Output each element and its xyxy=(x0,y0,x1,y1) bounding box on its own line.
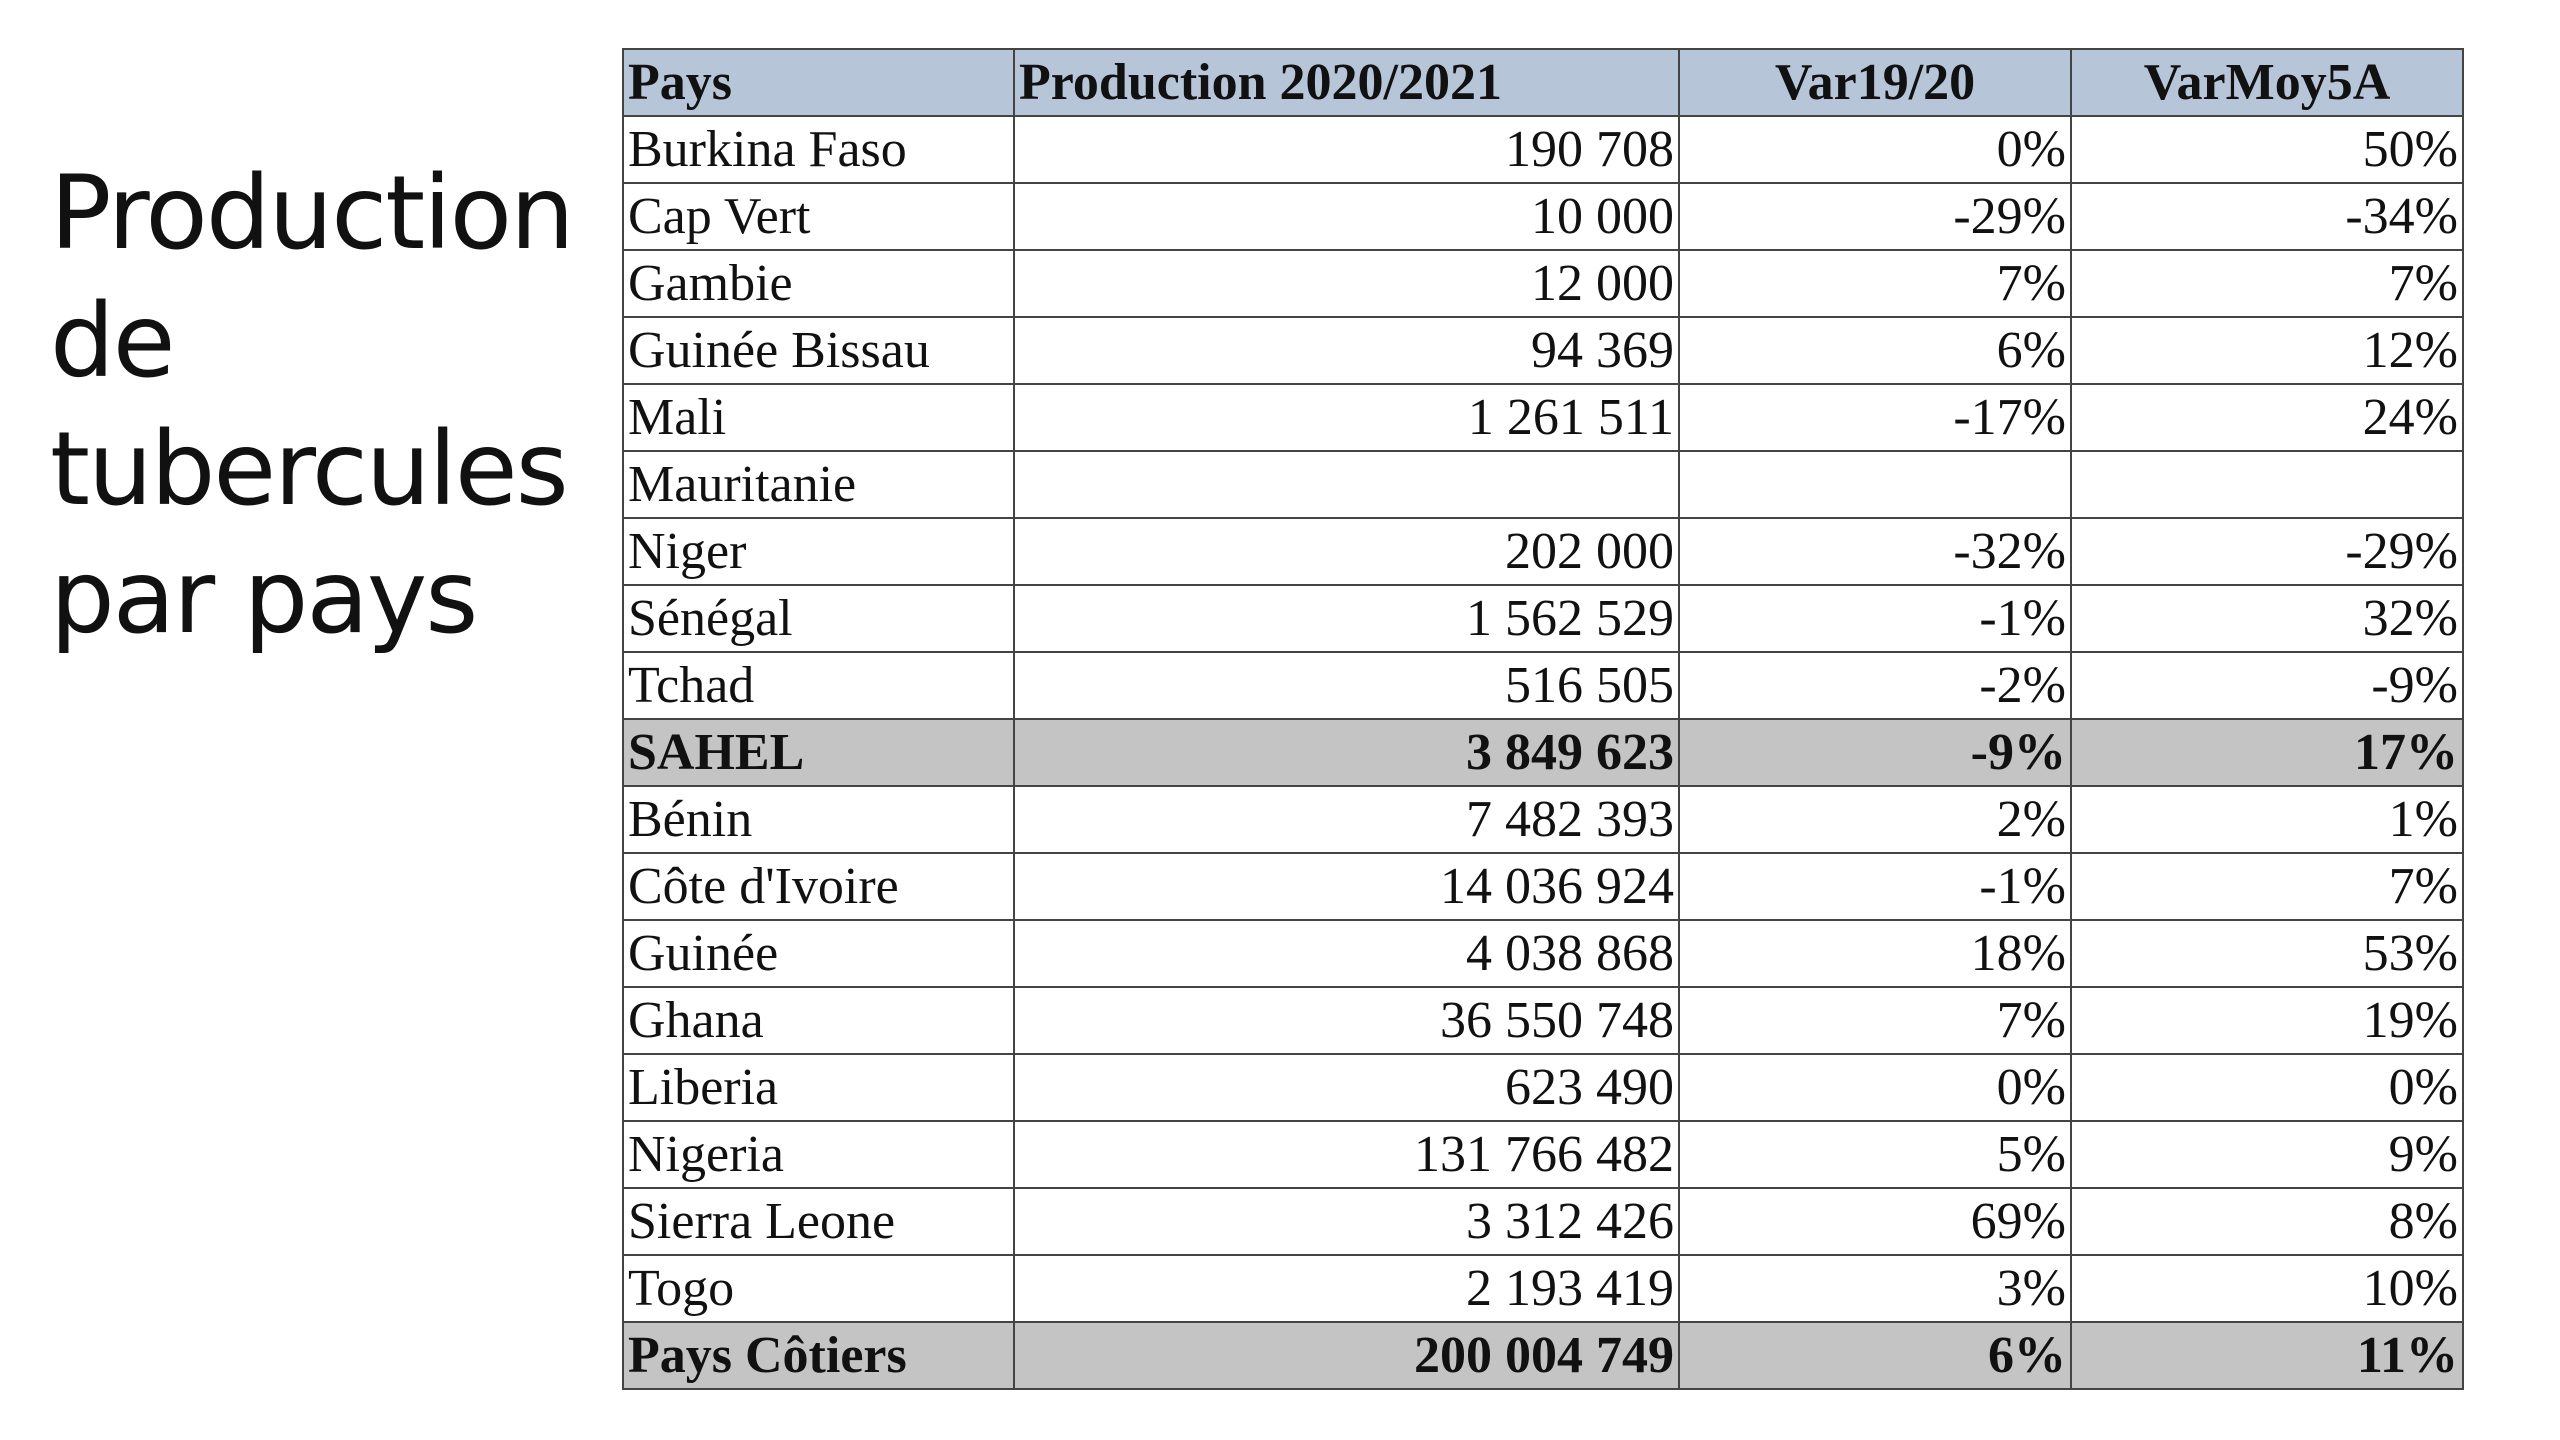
table-row xyxy=(623,1188,2463,1255)
cell-var: -1% xyxy=(1679,585,2071,652)
cell-var: 0% xyxy=(1679,1054,2071,1121)
cell-production: 12 000 xyxy=(1014,250,1679,317)
cell-varmoy: 50% xyxy=(2071,116,2463,183)
cell-country: Guinée xyxy=(623,920,1014,987)
cell-country: Sénégal xyxy=(623,585,1014,652)
cell-production: 1 562 529 xyxy=(1014,585,1679,652)
cell-var: -17% xyxy=(1679,384,2071,451)
table-row xyxy=(623,987,2463,1054)
cell-varmoy: 0% xyxy=(2071,1054,2463,1121)
cell-var: 6% xyxy=(1679,1322,2071,1389)
cell-production: 14 036 924 xyxy=(1014,853,1679,920)
cell-production: 7 482 393 xyxy=(1014,786,1679,853)
cell-country: SAHEL xyxy=(623,719,1014,786)
table-row xyxy=(623,920,2463,987)
cell-country: Gambie xyxy=(623,250,1014,317)
table-row xyxy=(623,116,2463,183)
table-row xyxy=(623,317,2463,384)
cell-varmoy: 12% xyxy=(2071,317,2463,384)
cell-var: -29% xyxy=(1679,183,2071,250)
cell-var: 2% xyxy=(1679,786,2071,853)
table-header-row xyxy=(623,49,2463,116)
cell-varmoy: 10% xyxy=(2071,1255,2463,1322)
cell-production: 4 038 868 xyxy=(1014,920,1679,987)
production-table-container xyxy=(622,48,2464,1390)
cell-production: 3 849 623 xyxy=(1014,719,1679,786)
cell-varmoy: 24% xyxy=(2071,384,2463,451)
cell-country: Pays Côtiers xyxy=(623,1322,1014,1389)
cell-country: Sierra Leone xyxy=(623,1188,1014,1255)
cell-varmoy: 1% xyxy=(2071,786,2463,853)
cell-production: 623 490 xyxy=(1014,1054,1679,1121)
slide-title xyxy=(50,150,573,662)
cell-country: Cap Vert xyxy=(623,183,1014,250)
cell-varmoy xyxy=(2071,451,2463,518)
cell-country: Nigeria xyxy=(623,1121,1014,1188)
cell-varmoy: 8% xyxy=(2071,1188,2463,1255)
cell-var: -32% xyxy=(1679,518,2071,585)
cell-production xyxy=(1014,451,1679,518)
cell-varmoy: 7% xyxy=(2071,250,2463,317)
table-row xyxy=(623,183,2463,250)
cell-varmoy: -9% xyxy=(2071,652,2463,719)
cell-varmoy: 7% xyxy=(2071,853,2463,920)
cell-varmoy: 53% xyxy=(2071,920,2463,987)
cell-country: Bénin xyxy=(623,786,1014,853)
cell-varmoy: -34% xyxy=(2071,183,2463,250)
cell-var: 3% xyxy=(1679,1255,2071,1322)
cell-production: 94 369 xyxy=(1014,317,1679,384)
cell-varmoy: 17% xyxy=(2071,719,2463,786)
cell-production: 10 000 xyxy=(1014,183,1679,250)
production-table xyxy=(622,48,2464,1390)
cell-production: 190 708 xyxy=(1014,116,1679,183)
cell-country: Guinée Bissau xyxy=(623,317,1014,384)
cell-var: 6% xyxy=(1679,317,2071,384)
table-row xyxy=(623,853,2463,920)
subtotal-row xyxy=(623,1322,2463,1389)
cell-var: 69% xyxy=(1679,1188,2071,1255)
cell-production: 1 261 511 xyxy=(1014,384,1679,451)
table-row xyxy=(623,384,2463,451)
cell-var: -1% xyxy=(1679,853,2071,920)
table-body xyxy=(623,116,2463,1389)
cell-country: Tchad xyxy=(623,652,1014,719)
table-row xyxy=(623,652,2463,719)
cell-country: Mali xyxy=(623,384,1014,451)
cell-varmoy: -29% xyxy=(2071,518,2463,585)
table-row xyxy=(623,585,2463,652)
cell-country: Liberia xyxy=(623,1054,1014,1121)
cell-production: 36 550 748 xyxy=(1014,987,1679,1054)
cell-varmoy: 9% xyxy=(2071,1121,2463,1188)
cell-country: Niger xyxy=(623,518,1014,585)
cell-production: 516 505 xyxy=(1014,652,1679,719)
cell-varmoy: 19% xyxy=(2071,987,2463,1054)
cell-var: 18% xyxy=(1679,920,2071,987)
title-line: Production xyxy=(50,154,573,273)
column-header-varmoy: VarMoy5A xyxy=(2071,49,2463,116)
table-row xyxy=(623,1054,2463,1121)
cell-country: Burkina Faso xyxy=(623,116,1014,183)
table-row xyxy=(623,1255,2463,1322)
column-header-pays: Pays xyxy=(623,49,1014,116)
table-row xyxy=(623,518,2463,585)
title-line: par pays xyxy=(50,538,477,657)
cell-country: Côte d'Ivoire xyxy=(623,853,1014,920)
cell-country: Ghana xyxy=(623,987,1014,1054)
cell-var: 7% xyxy=(1679,987,2071,1054)
table-row xyxy=(623,451,2463,518)
cell-production: 202 000 xyxy=(1014,518,1679,585)
title-line: tubercules xyxy=(50,410,567,529)
cell-varmoy: 11% xyxy=(2071,1322,2463,1389)
cell-var xyxy=(1679,451,2071,518)
column-header-var: Var19/20 xyxy=(1679,49,2071,116)
cell-production: 200 004 749 xyxy=(1014,1322,1679,1389)
cell-country: Mauritanie xyxy=(623,451,1014,518)
cell-production: 2 193 419 xyxy=(1014,1255,1679,1322)
cell-var: -2% xyxy=(1679,652,2071,719)
cell-country: Togo xyxy=(623,1255,1014,1322)
title-line: de xyxy=(50,282,174,401)
cell-var: 5% xyxy=(1679,1121,2071,1188)
cell-var: 0% xyxy=(1679,116,2071,183)
cell-var: -9% xyxy=(1679,719,2071,786)
table-row xyxy=(623,250,2463,317)
subtotal-row xyxy=(623,719,2463,786)
cell-production: 3 312 426 xyxy=(1014,1188,1679,1255)
table-row xyxy=(623,786,2463,853)
cell-varmoy: 32% xyxy=(2071,585,2463,652)
table-row xyxy=(623,1121,2463,1188)
cell-var: 7% xyxy=(1679,250,2071,317)
cell-production: 131 766 482 xyxy=(1014,1121,1679,1188)
column-header-production: Production 2020/2021 xyxy=(1014,49,1679,116)
